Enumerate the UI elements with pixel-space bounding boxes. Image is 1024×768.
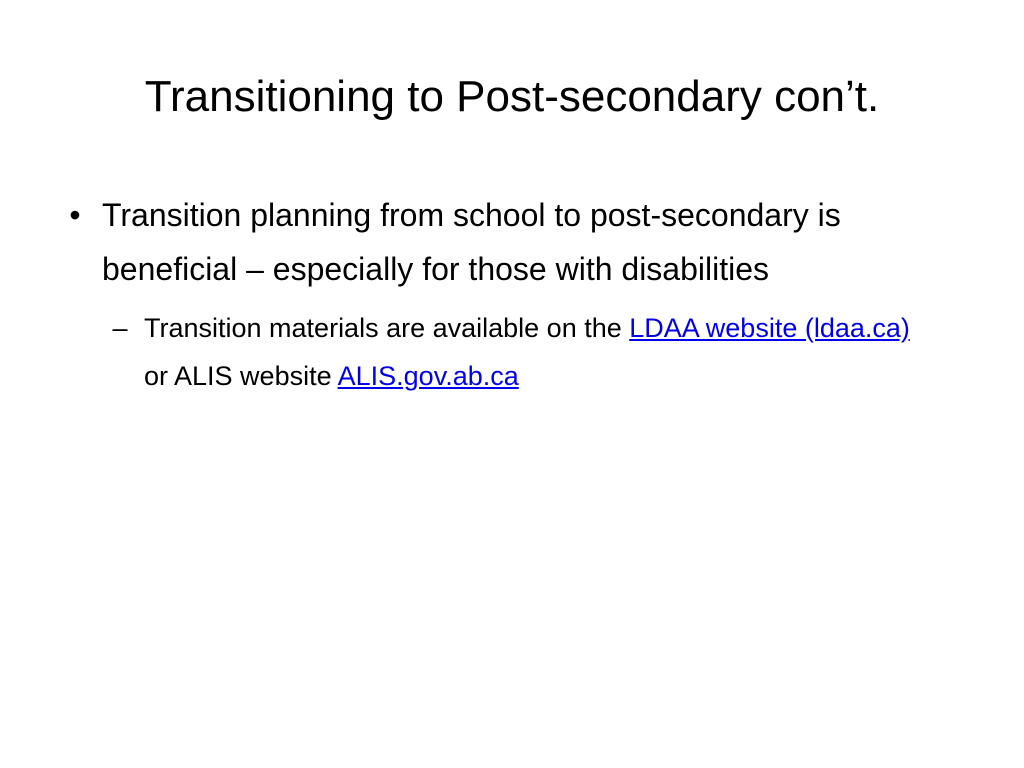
bullet-item [60,188,940,296]
bullet-marker: • [69,197,81,233]
sub-bullet-marker: – [112,313,128,343]
alis-website-link[interactable]: ALIS.gov.ab.ca [337,361,519,391]
sub-bullet-text-middle: or ALIS website [144,361,338,391]
slide-title: Transitioning to Post-secondary con’t. [144,72,880,121]
bullet-text: Transition planning from school to post-secondary is beneficial – especially for those with disabilities [102,197,841,287]
slide-body [60,188,940,400]
sub-bullet-text-before: Transition materials are available on the [144,313,630,343]
sub-bullet-item [102,304,940,400]
ldaa-website-link[interactable]: LDAA website (ldaa.ca) [629,313,910,343]
